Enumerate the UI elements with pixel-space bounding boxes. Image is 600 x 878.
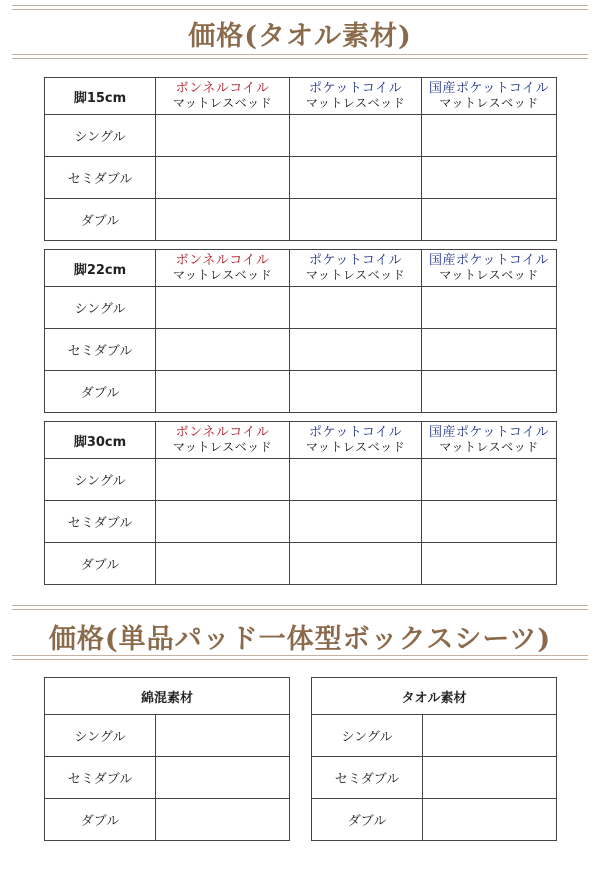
- table-row: [45, 287, 557, 329]
- price-cell: [156, 371, 290, 413]
- price-cell: [422, 371, 557, 413]
- price-cell: [156, 329, 290, 371]
- row-label: シングル: [45, 459, 156, 501]
- price-cell: [290, 287, 422, 329]
- row-label: セミダブル: [45, 501, 156, 543]
- row-label: シングル: [45, 715, 156, 757]
- table-row: [312, 757, 557, 799]
- section2-rule-b: [12, 609, 588, 610]
- row-label: セミダブル: [45, 157, 156, 199]
- table-row: [45, 157, 557, 199]
- pad-table-towel: [311, 677, 557, 841]
- price-cell: [422, 329, 557, 371]
- price-cell: [423, 715, 557, 757]
- table-row: [45, 715, 290, 757]
- col-header-domestic-pocket: 国産ポケットコイル マットレスベッド: [422, 250, 557, 287]
- price-cell: [423, 799, 557, 841]
- price-cell: [290, 329, 422, 371]
- material-heading: タオル素材: [312, 678, 557, 715]
- price-cell: [156, 115, 290, 157]
- price-table-30cm: [44, 421, 557, 585]
- price-cell: [156, 501, 290, 543]
- row-label: ダブル: [45, 799, 156, 841]
- top-rule-a: [12, 5, 588, 6]
- row-label: セミダブル: [312, 757, 423, 799]
- col-header-pocket: ポケットコイル マットレスベッド: [290, 250, 422, 287]
- row-label: ダブル: [45, 543, 156, 585]
- price-cell: [290, 543, 422, 585]
- row-label: セミダブル: [45, 329, 156, 371]
- price-cell: [422, 543, 557, 585]
- table-row: [45, 459, 557, 501]
- section2-rule-d: [12, 659, 588, 660]
- table-row: [45, 199, 557, 241]
- section2-rule-a: [12, 605, 588, 606]
- price-cell: [422, 501, 557, 543]
- section2-title: 価格(単品パッド一体型ボックスシーツ): [48, 624, 552, 655]
- table-row: [312, 799, 557, 841]
- price-table-15cm: [44, 77, 557, 241]
- table-row: [312, 715, 557, 757]
- row-label: シングル: [45, 287, 156, 329]
- row-label: ダブル: [45, 199, 156, 241]
- table-row: [45, 501, 557, 543]
- price-cell: [422, 157, 557, 199]
- price-cell: [156, 799, 290, 841]
- price-cell: [422, 199, 557, 241]
- leg-height-label: 脚30cm: [45, 422, 156, 459]
- price-cell: [422, 287, 557, 329]
- price-cell: [156, 287, 290, 329]
- section1-rule-b: [12, 58, 588, 59]
- price-cell: [290, 157, 422, 199]
- price-cell: [290, 115, 422, 157]
- row-label: セミダブル: [45, 757, 156, 799]
- section1-rule-a: [12, 54, 588, 55]
- col-header-domestic-pocket: 国産ポケットコイル マットレスベッド: [422, 78, 557, 115]
- price-cell: [156, 715, 290, 757]
- section1-title: 価格(タオル素材): [188, 21, 412, 52]
- price-cell: [290, 459, 422, 501]
- price-cell: [290, 371, 422, 413]
- table-row: [45, 799, 290, 841]
- table-row: [45, 543, 557, 585]
- pad-table-cotton: [44, 677, 290, 841]
- col-header-domestic-pocket: 国産ポケットコイル マットレスベッド: [422, 422, 557, 459]
- table-row: [45, 757, 290, 799]
- table-row: [45, 115, 557, 157]
- material-heading: 綿混素材: [45, 678, 290, 715]
- row-label: シングル: [312, 715, 423, 757]
- price-cell: [423, 757, 557, 799]
- price-cell: [290, 501, 422, 543]
- table-row: [45, 329, 557, 371]
- col-header-pocket: ポケットコイル マットレスベッド: [290, 422, 422, 459]
- price-cell: [156, 543, 290, 585]
- price-cell: [422, 459, 557, 501]
- row-label: シングル: [45, 115, 156, 157]
- price-table-22cm: [44, 249, 557, 413]
- col-header-bonnell: ボンネルコイル マットレスベッド: [156, 422, 290, 459]
- price-cell: [156, 757, 290, 799]
- section2-rule-c: [12, 655, 588, 656]
- price-cell: [156, 157, 290, 199]
- table-row: [45, 371, 557, 413]
- col-header-bonnell: ボンネルコイル マットレスベッド: [156, 78, 290, 115]
- leg-height-label: 脚22cm: [45, 250, 156, 287]
- row-label: ダブル: [45, 371, 156, 413]
- price-cell: [156, 459, 290, 501]
- col-header-pocket: ポケットコイル マットレスベッド: [290, 78, 422, 115]
- leg-height-label: 脚15cm: [45, 78, 156, 115]
- price-cell: [156, 199, 290, 241]
- price-cell: [422, 115, 557, 157]
- row-label: ダブル: [312, 799, 423, 841]
- price-cell: [290, 199, 422, 241]
- top-rule-b: [12, 9, 588, 10]
- col-header-bonnell: ボンネルコイル マットレスベッド: [156, 250, 290, 287]
